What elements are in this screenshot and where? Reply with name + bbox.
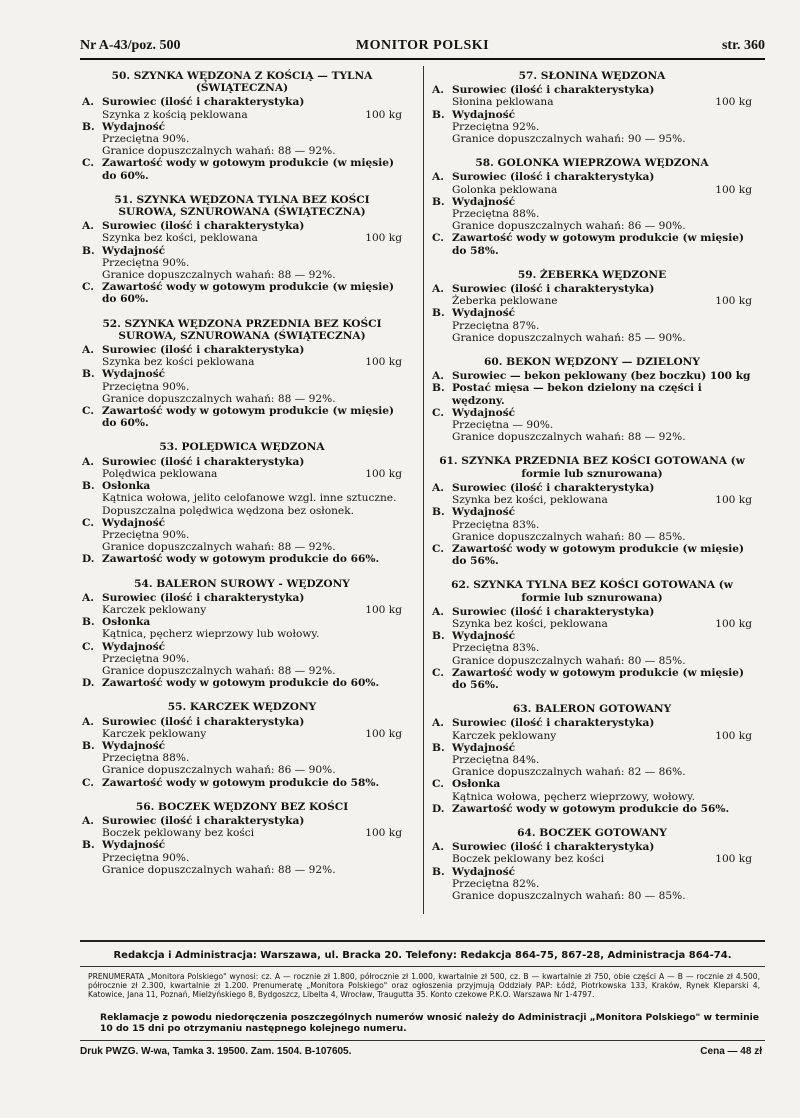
line-text: Granice dopuszczalnych wahań: 88 — 92%. <box>102 664 336 677</box>
section-item <box>82 245 402 282</box>
line-text: Granice dopuszczalnych wahań: 86 — 90%. <box>102 764 336 777</box>
item-line <box>102 604 402 616</box>
line-text: Granice dopuszczalnych wahań: 80 — 85%. <box>452 889 686 902</box>
section-item <box>432 742 752 779</box>
section-title: 55. KARCZEK WĘDZONY <box>167 701 317 714</box>
section-title: 54. BALERON SUROWY - WĘDZONY <box>134 577 350 590</box>
line-text: Szynka bez kości, peklowana <box>452 494 608 507</box>
subscription-info: PRENUMERATA „Monitora Polskiego" wynosi: cz. A — rocznie zł 1.800, półrocznie zł 1.000, kwartalnie zł 500, cz. B — kwartalnie zł 750, obie części A — B — rocznie zł 4.500, półrocznie zł 2.300, kwartalnie zł 1.200. Prenumeratę „Monitora Polskiego" oraz ogłoszenia przyjmują Oddziały PAP: Łódź, Piotrkowska 133, Kraków, Rynek Kleparski 4, Katowice, Jana 11, Poznań, Mielżyńskiego 8, Bydgoszcz, Libelta 4, Wrocław, Traugutta 35. Konto czekowe P.K.O. Warszawa Nr 1-4797. <box>88 972 760 999</box>
item-letter: A. <box>432 841 444 854</box>
item-heading: Wydajność <box>102 839 166 852</box>
issue-number: Nr A-43/poz. 500 <box>80 38 181 53</box>
section-item <box>432 778 752 802</box>
line-text: Boczek peklowany bez kości <box>452 853 605 866</box>
line-text: Polędwica peklowana <box>102 467 218 480</box>
item-letter: C. <box>82 405 94 418</box>
item-letter: B. <box>432 195 445 208</box>
line-text: Przeciętna 92%. <box>452 120 540 133</box>
recipe-section <box>432 455 752 567</box>
recipe-section <box>432 70 752 145</box>
section-item <box>82 220 402 244</box>
item-line <box>452 320 752 332</box>
item-heading: Zawartość wody w gotowym produkcie do 60%. <box>102 677 380 690</box>
line-text: Granice dopuszczalnych wahań: 88 — 92%. <box>452 431 686 444</box>
line-text: Przeciętna 88%. <box>102 752 190 765</box>
section-item <box>82 777 402 789</box>
item-line <box>452 878 752 890</box>
section-item <box>82 405 402 429</box>
item-letter: C. <box>82 776 94 789</box>
section-item <box>82 456 402 480</box>
item-line <box>452 220 752 232</box>
item-line <box>452 184 752 196</box>
section-title: 59. ŻEBERKA WĘDZONE <box>517 268 667 281</box>
item-letter: B. <box>82 616 95 629</box>
item-line <box>452 494 752 506</box>
section-item <box>82 716 402 740</box>
item-letter: C. <box>82 281 94 294</box>
section-title: 64. BOCZEK GOTOWANY <box>517 826 667 839</box>
item-letter: C. <box>432 232 444 245</box>
section-item <box>432 803 752 815</box>
footer-divider <box>80 966 765 967</box>
item-line <box>102 864 402 876</box>
item-letter: B. <box>432 506 445 519</box>
item-line <box>452 766 752 778</box>
section-item <box>82 677 402 689</box>
item-line <box>452 618 752 630</box>
item-line <box>102 109 402 121</box>
item-line <box>102 492 402 516</box>
item-heading: Wydajność <box>452 506 516 519</box>
item-heading: Zawartość wody w gotowym produkcie (w mięsie) do 60%. <box>102 405 395 430</box>
item-line <box>452 121 752 133</box>
item-line <box>452 208 752 220</box>
item-letter: C. <box>432 542 444 555</box>
recipe-section <box>82 318 402 430</box>
item-heading: Wydajność <box>102 244 166 257</box>
item-letter: B. <box>432 865 445 878</box>
item-letter: A. <box>432 84 444 97</box>
line-text: Granice dopuszczalnych wahań: 88 — 92%. <box>102 145 336 158</box>
line-text: Kątnica, pęcherz wieprzowy lub wołowy. <box>102 628 320 641</box>
line-text: Przeciętna 90%. <box>102 133 190 146</box>
section-item <box>432 171 752 195</box>
line-text: Boczek peklowany bez kości <box>102 827 255 840</box>
line-text: Karczek peklowany <box>102 727 207 740</box>
right-column <box>432 70 752 914</box>
line-amount: 100 kg <box>365 232 402 245</box>
line-text: Przeciętna 90%. <box>102 256 190 269</box>
item-heading: Surowiec (ilość i charakterystyka) <box>102 96 305 109</box>
item-heading: Wydajność <box>452 865 516 878</box>
item-letter: C. <box>82 157 94 170</box>
item-letter: B. <box>432 307 445 320</box>
item-heading: Wydajność <box>452 195 516 208</box>
section-title: 62. SZYNKA TYLNA BEZ KOŚCI GOTOWANA (w formie lub sznurowana) <box>451 579 733 604</box>
item-heading: Zawartość wody w gotowym produkcie (w mięsie) do 60%. <box>102 157 395 182</box>
item-letter: A. <box>82 715 94 728</box>
item-line <box>102 381 402 393</box>
item-letter: A. <box>432 605 444 618</box>
section-item <box>432 196 752 233</box>
item-heading: Wydajność <box>102 640 166 653</box>
publication-title: MONITOR POLSKI <box>355 38 490 53</box>
item-line <box>102 393 402 405</box>
item-letter: C. <box>82 516 94 529</box>
item-line <box>452 519 752 531</box>
line-text: Przeciętna 90%. <box>102 851 190 864</box>
section-title: 63. BALERON GOTOWANY <box>512 703 672 716</box>
section-title: 52. SZYNKA WĘDZONA PRZEDNIA BEZ KOŚCI SUROWA, SZNUROWANA (ŚWIĄTECZNA) <box>102 317 382 342</box>
item-letter: A. <box>82 591 94 604</box>
item-line <box>102 269 402 281</box>
item-heading: Wydajność <box>452 307 516 320</box>
item-line <box>102 852 402 864</box>
section-item <box>432 370 752 382</box>
item-letter: C. <box>432 778 444 791</box>
item-line <box>102 133 402 145</box>
item-letter: A. <box>432 171 444 184</box>
section-title: 57. SŁONINA WĘDZONA <box>518 70 666 82</box>
item-letter: B. <box>82 120 95 133</box>
section-item <box>432 543 752 567</box>
section-item <box>82 157 402 181</box>
item-line <box>452 655 752 667</box>
section-item <box>82 740 402 777</box>
item-letter: B. <box>82 480 95 493</box>
line-text: Granice dopuszczalnych wahań: 90 — 95%. <box>452 133 686 146</box>
item-letter: A. <box>432 717 444 730</box>
footer-divider <box>80 940 765 942</box>
item-heading: Postać mięsa — bekon dzielony na części i wędzony. <box>452 382 702 407</box>
item-heading: Surowiec (ilość i charakterystyka) <box>452 717 655 730</box>
item-heading: Surowiec (ilość i charakterystyka) <box>102 344 305 357</box>
item-line <box>452 853 752 865</box>
item-letter: B. <box>432 630 445 643</box>
line-text: Granice dopuszczalnych wahań: 80 — 85%. <box>452 530 686 543</box>
section-item <box>82 616 402 640</box>
item-letter: C. <box>432 406 444 419</box>
section-item <box>82 517 402 554</box>
line-text: Granice dopuszczalnych wahań: 88 — 92%. <box>102 863 336 876</box>
section-item <box>432 283 752 307</box>
item-line <box>102 653 402 665</box>
item-line <box>102 752 402 764</box>
section-item <box>432 307 752 344</box>
line-text: Szynka bez kości peklowana <box>102 356 255 369</box>
item-line <box>452 419 752 431</box>
item-line <box>102 529 402 541</box>
line-text: Szynka z kością peklowana <box>102 108 248 121</box>
item-heading: Zawartość wody w gotowym produkcie (w mięsie) do 58%. <box>452 232 745 257</box>
line-text: Granice dopuszczalnych wahań: 88 — 92%. <box>102 269 336 282</box>
item-heading: Zawartość wody w gotowym produkcie do 58%. <box>102 776 380 789</box>
section-title: 60. BEKON WĘDZONY — DZIELONY <box>484 356 700 369</box>
line-text: Szynka bez kości, peklowana <box>452 617 608 630</box>
line-text: Granice dopuszczalnych wahań: 82 — 86%. <box>452 766 686 779</box>
footer-divider <box>80 1040 765 1041</box>
item-letter: B. <box>82 739 95 752</box>
item-heading: Surowiec (ilość i charakterystyka) <box>102 715 305 728</box>
recipe-section <box>432 703 752 815</box>
section-item <box>82 96 402 120</box>
section-item <box>432 667 752 691</box>
item-letter: B. <box>432 382 445 395</box>
item-heading: Wydajność <box>452 741 516 754</box>
line-text: Granice dopuszczalnych wahań: 86 — 90%. <box>452 220 686 233</box>
section-item <box>432 630 752 667</box>
line-amount: 100 kg <box>715 494 752 507</box>
section-item <box>82 553 402 565</box>
item-line <box>452 431 752 443</box>
item-letter: A. <box>82 220 94 233</box>
item-line <box>452 791 752 803</box>
section-item <box>432 506 752 543</box>
item-letter: B. <box>82 368 95 381</box>
section-item <box>82 815 402 839</box>
recipe-section <box>432 356 752 443</box>
item-line <box>102 764 402 776</box>
item-line <box>102 257 402 269</box>
item-heading: Surowiec (ilość i charakterystyka) <box>102 814 305 827</box>
item-heading: Zawartość wody w gotowym produkcie (w mięsie) do 60%. <box>102 281 395 306</box>
item-heading: Wydajność <box>102 739 166 752</box>
item-heading: Zawartość wody w gotowym produkcie do 56%. <box>452 802 730 815</box>
item-letter: A. <box>82 455 94 468</box>
page-number: str. 360 <box>721 38 765 53</box>
item-letter: A. <box>432 283 444 296</box>
section-item <box>432 866 752 903</box>
item-heading: Wydajność <box>102 368 166 381</box>
recipe-section <box>82 578 402 690</box>
item-heading: Wydajność <box>452 630 516 643</box>
editorial-address: Redakcja i Administracja: Warszawa, ul. Bracka 20. Telefony: Redakcja 864-75, 867-28, Administracja 864-74. <box>113 950 732 961</box>
line-text: Przeciętna 87%. <box>452 319 540 332</box>
line-text: Przeciętna 90%. <box>102 652 190 665</box>
item-line <box>452 96 752 108</box>
item-letter: B. <box>82 839 95 852</box>
recipe-section <box>432 827 752 902</box>
line-amount: 100 kg <box>365 467 402 480</box>
section-item <box>82 281 402 305</box>
line-amount: 100 kg <box>715 617 752 630</box>
item-heading: Zawartość wody w gotowym produkcie do 66%. <box>102 553 380 566</box>
item-line <box>452 295 752 307</box>
page-header <box>80 38 765 60</box>
section-title: 51. SZYNKA WĘDZONA TYLNA BEZ KOŚCI SUROWA, SZNUROWANA (ŚWIĄTECZNA) <box>114 193 370 219</box>
line-amount: 100 kg <box>365 603 402 616</box>
section-title: 61. SZYNKA PRZEDNIA BEZ KOŚCI GOTOWANA (w formie lub sznurowana) <box>439 455 745 480</box>
item-heading: Wydajność <box>452 406 516 419</box>
item-letter: A. <box>82 814 94 827</box>
item-letter: D. <box>82 553 95 566</box>
item-heading: Surowiec (ilość i charakterystyka) <box>102 455 305 468</box>
item-line <box>452 332 752 344</box>
section-item <box>82 121 402 158</box>
item-line <box>452 754 752 766</box>
line-amount: 100 kg <box>365 108 402 121</box>
section-item <box>432 841 752 865</box>
item-heading: Surowiec (ilość i charakterystyka) <box>452 283 655 296</box>
line-text: Przeciętna 88%. <box>452 208 540 221</box>
recipe-section <box>432 579 752 691</box>
line-text: Przeciętna 90%. <box>102 380 190 393</box>
line-text: Karczek peklowany <box>102 603 207 616</box>
complaints-notice: Reklamacje z powodu niedoręczenia poszczególnych numerów wnosić należy do Administracji „Monitora Polskiego" w terminie 10 do 15 dni po otrzymaniu następnego kolejnego numeru. <box>100 1012 760 1034</box>
line-text: Granice dopuszczalnych wahań: 80 — 85%. <box>452 654 686 667</box>
item-line <box>102 356 402 368</box>
item-letter: A. <box>432 370 444 383</box>
item-line <box>102 665 402 677</box>
recipe-section <box>432 269 752 344</box>
line-text: Golonka peklowana <box>452 183 558 196</box>
section-item <box>432 232 752 256</box>
line-text: Żeberka peklowane <box>452 295 558 308</box>
print-info: Druk PWZG. W-wa, Tamka 3. 19500. Zam. 1504. B-107605. <box>80 1046 352 1057</box>
item-letter: A. <box>82 96 94 109</box>
section-item <box>432 717 752 741</box>
item-line <box>452 730 752 742</box>
item-letter: C. <box>432 666 444 679</box>
section-item <box>432 407 752 444</box>
item-heading: Surowiec (ilość i charakterystyka) <box>452 481 655 494</box>
section-item <box>432 606 752 630</box>
item-letter: A. <box>432 481 444 494</box>
item-letter: A. <box>82 344 94 357</box>
item-line <box>102 468 402 480</box>
item-letter: D. <box>432 802 445 815</box>
line-text: Przeciętna 84%. <box>452 753 540 766</box>
section-item <box>82 480 402 517</box>
item-heading: Surowiec (ilość i charakterystyka) <box>452 171 655 184</box>
recipe-section <box>432 157 752 257</box>
recipe-section <box>82 441 402 565</box>
section-title: 50. SZYNKA WĘDZONA Z KOŚCIĄ — TYLNA (ŚWIĄTECZNA) <box>111 70 373 95</box>
item-heading: Wydajność <box>452 108 516 121</box>
recipe-section <box>82 194 402 306</box>
section-item <box>82 368 402 405</box>
line-text: Szynka bez kości, peklowana <box>102 232 258 245</box>
line-text: Przeciętna — 90%. <box>452 419 554 432</box>
left-column <box>82 70 402 888</box>
line-amount: 100 kg <box>365 827 402 840</box>
item-heading: Osłonka <box>452 778 501 791</box>
line-amount: 100 kg <box>715 295 752 308</box>
item-letter: D. <box>82 677 95 690</box>
line-text: Przeciętna 82%. <box>452 877 540 890</box>
recipe-section <box>82 801 402 876</box>
section-item <box>432 482 752 506</box>
line-amount: 100 kg <box>365 727 402 740</box>
item-line <box>452 642 752 654</box>
section-title: 53. POLĘDWICA WĘDZONA <box>159 441 325 454</box>
line-text: Słonina peklowana <box>452 96 554 109</box>
section-item <box>82 641 402 678</box>
item-heading: Osłonka <box>102 616 151 629</box>
item-heading: Surowiec (ilość i charakterystyka) <box>452 84 655 97</box>
line-text: Granice dopuszczalnych wahań: 88 — 92%. <box>102 541 336 554</box>
item-heading: Surowiec — bekon peklowany (bez boczku) 100 kg <box>452 370 751 383</box>
line-amount: 100 kg <box>715 729 752 742</box>
section-item <box>432 109 752 146</box>
item-line <box>452 133 752 145</box>
section-title: 58. GOLONKA WIEPRZOWA WĘDZONA <box>475 157 709 170</box>
item-line <box>102 232 402 244</box>
item-heading: Wydajność <box>102 516 166 529</box>
item-heading: Surowiec (ilość i charakterystyka) <box>102 591 305 604</box>
line-text: Granice dopuszczalnych wahań: 88 — 92%. <box>102 392 336 405</box>
section-item <box>82 592 402 616</box>
recipe-section <box>82 70 402 182</box>
item-letter: B. <box>82 244 95 257</box>
item-line <box>452 531 752 543</box>
item-line <box>452 890 752 902</box>
item-line <box>102 628 402 640</box>
item-letter: B. <box>432 108 445 121</box>
price: Cena — 48 zł <box>700 1046 762 1057</box>
line-text: Przeciętna 83%. <box>452 642 540 655</box>
item-heading: Zawartość wody w gotowym produkcie (w mięsie) do 56%. <box>452 542 745 568</box>
line-amount: 100 kg <box>715 853 752 866</box>
item-letter: B. <box>432 741 445 754</box>
section-item <box>82 344 402 368</box>
line-amount: 100 kg <box>715 96 752 109</box>
section-title: 56. BOCZEK WĘDZONY BEZ KOŚCI <box>135 800 349 813</box>
item-line <box>102 145 402 157</box>
line-text: Kątnica wołowa, pęcherz wieprzowy, wołowy. <box>452 790 695 803</box>
line-text: Karczek peklowany <box>452 729 557 742</box>
line-text: Granice dopuszczalnych wahań: 85 — 90%. <box>452 331 686 344</box>
item-heading: Zawartość wody w gotowym produkcie (w mięsie) do 56%. <box>452 666 745 691</box>
item-heading: Osłonka <box>102 480 151 493</box>
line-text: Kątnica wołowa, jelito celofanowe wzgl. inne sztuczne. Dopuszczalna polędwica wędzona bez osłonek. <box>102 492 397 517</box>
recipe-section <box>82 701 402 788</box>
item-heading: Surowiec (ilość i charakterystyka) <box>452 605 655 618</box>
item-line <box>102 827 402 839</box>
item-heading: Surowiec (ilość i charakterystyka) <box>452 841 655 854</box>
section-item <box>432 382 752 406</box>
section-item <box>82 839 402 876</box>
line-text: Przeciętna 83%. <box>452 518 540 531</box>
item-line <box>102 541 402 553</box>
item-letter: C. <box>82 640 94 653</box>
item-line <box>102 728 402 740</box>
item-heading: Wydajność <box>102 120 166 133</box>
item-heading: Surowiec (ilość i charakterystyka) <box>102 220 305 233</box>
column-divider <box>423 66 424 914</box>
line-amount: 100 kg <box>715 183 752 196</box>
line-amount: 100 kg <box>365 356 402 369</box>
section-item <box>432 84 752 108</box>
line-text: Przeciętna 90%. <box>102 528 190 541</box>
